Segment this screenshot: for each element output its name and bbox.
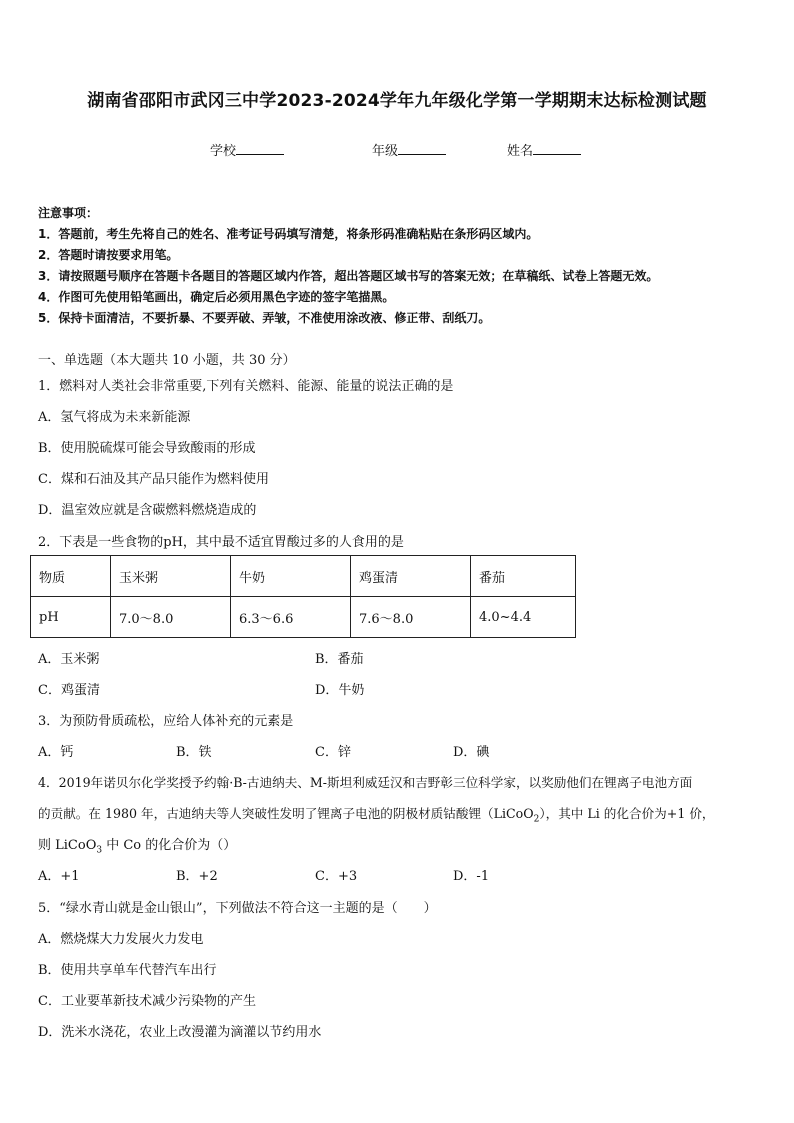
- q1-option-c: C．煤和石油及其产品只能作为燃料使用: [38, 472, 269, 487]
- ph-table: [30, 555, 576, 638]
- table-row: [31, 597, 576, 638]
- q4-text: ），其中 Li 的化合价为+1 价，: [539, 806, 715, 821]
- question-4-line-1: 4．2019年诺贝尔化学奖授予约翰·B-古迪纳夫、M-斯坦利威廷汉和吉野彰三位科学家，以奖励他们在锂离子电池方面: [38, 775, 693, 790]
- notice-item: 1．答题前，考生先将自己的姓名、准考证号码填写清楚，将条形码准确粘贴在条形码区域内。: [38, 227, 539, 241]
- q4-text: 的贡献。在 1980 年，古迪纳夫等人突破性发明了锂离子电池的阴极材质钴酸锂（LiCoO: [38, 806, 534, 821]
- q1-option-d: D．温室效应就是含碳燃料燃烧造成的: [38, 503, 257, 518]
- grade-field: [372, 140, 446, 159]
- q2-option-b: B．番茄: [315, 652, 364, 667]
- question-4-line-2: [38, 803, 715, 825]
- exam-title: 湖南省邵阳市武冈三中学2023-2024学年九年级化学第一学期期末达标检测试题: [87, 91, 707, 111]
- grade-blank: [398, 142, 446, 155]
- notice-heading: 注意事项：: [38, 206, 99, 220]
- question-5-stem: 5．“绿水青山就是金山银山”，下列做法不符合这一主题的是（ ）: [38, 901, 437, 916]
- q5-option-b: B．使用共享单车代替汽车出行: [38, 963, 217, 978]
- table-cell: 7.6～8.0: [351, 597, 471, 638]
- question-2-stem: 2．下表是一些食物的pH，其中最不适宜胃酸过多的人食用的是: [38, 535, 404, 550]
- table-cell: 番茄: [471, 556, 576, 597]
- q3-option-c: C．锌: [315, 745, 351, 760]
- q4-option-d: D．-1: [453, 869, 490, 884]
- q4-text: 中 Co 的化合价为（）: [102, 838, 237, 853]
- table-cell: 玉米粥: [111, 556, 231, 597]
- q3-option-d: D．碘: [453, 745, 490, 760]
- q5-option-d: D．洗米水浇花，农业上改漫灌为滴灌以节约用水: [38, 1025, 322, 1040]
- question-4-line-3: [38, 834, 236, 856]
- name-field: [507, 140, 581, 159]
- table-cell: 物质: [31, 556, 111, 597]
- table-cell: 4.0~4.4: [471, 597, 576, 638]
- table-cell: 牛奶: [231, 556, 351, 597]
- q4-subscript: 2: [533, 814, 540, 825]
- q5-option-c: C．工业要革新技术减少污染物的产生: [38, 994, 256, 1009]
- notice-item: 4．作图可先使用铅笔画出，确定后必须用黑色字迹的签字笔描黑。: [38, 290, 395, 304]
- q5-option-a: A．燃烧煤大力发展火力发电: [38, 932, 204, 947]
- q4-option-a: A．+1: [38, 869, 80, 884]
- notice-item: 5．保持卡面清洁，不要折暴、不要弄破、弄皱，不准使用涂改液、修正带、刮纸刀。: [38, 311, 491, 325]
- notice-item: 3．请按照题号顺序在答题卡各题目的答题区域内作答，超出答题区域书写的答案无效；在草稿纸、试卷上答题无效。: [38, 269, 659, 283]
- grade-label: 年级: [372, 144, 399, 159]
- q2-option-a: A．玉米粥: [38, 652, 100, 667]
- school-blank: [236, 142, 284, 155]
- table-cell: pH: [31, 597, 111, 638]
- q2-option-d: D．牛奶: [315, 683, 365, 698]
- table-header-row: [31, 556, 576, 597]
- q3-option-b: B．铁: [176, 745, 212, 760]
- school-field: [210, 140, 284, 159]
- notice-item: 2．答题时请按要求用笔。: [38, 248, 179, 262]
- q4-subscript: 3: [96, 845, 103, 856]
- q1-option-b: B．使用脱硫煤可能会导致酸雨的形成: [38, 441, 256, 456]
- q2-option-c: C．鸡蛋清: [38, 683, 100, 698]
- name-label: 姓名: [507, 144, 534, 159]
- question-3-stem: 3．为预防骨质疏松，应给人体补充的元素是: [38, 714, 294, 729]
- table-cell: 7.0～8.0: [111, 597, 231, 638]
- table-cell: 6.3～6.6: [231, 597, 351, 638]
- question-1-stem: 1．燃料对人类社会非常重要,下列有关燃料、能源、能量的说法正确的是: [38, 379, 454, 394]
- name-blank: [533, 142, 581, 155]
- q1-option-a: A．氢气将成为未来新能源: [38, 410, 191, 425]
- q4-option-c: C．+3: [315, 869, 358, 884]
- table-cell: 鸡蛋清: [351, 556, 471, 597]
- school-label: 学校: [210, 144, 237, 159]
- q3-option-a: A．钙: [38, 745, 74, 760]
- q4-option-b: B．+2: [176, 869, 218, 884]
- section-heading: 一、单选题（本大题共 10 小题，共 30 分）: [38, 353, 296, 368]
- q4-text: 则 LiCoO: [38, 838, 97, 853]
